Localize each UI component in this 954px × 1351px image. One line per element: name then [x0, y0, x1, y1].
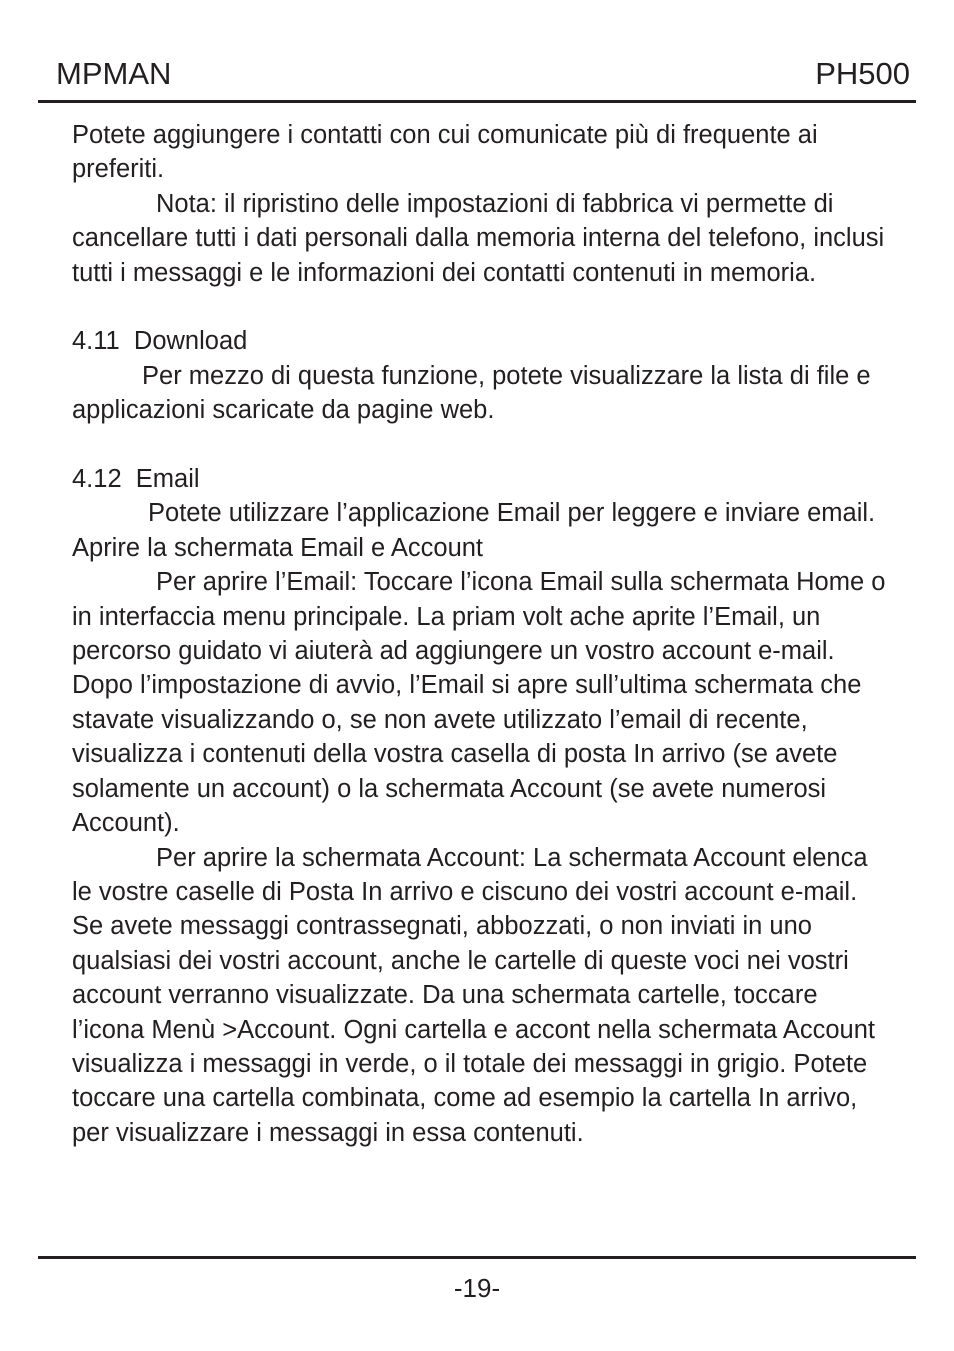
page-number: -19- [453, 1273, 501, 1303]
email-heading: 4.12 Email [72, 465, 200, 494]
email-subheading: Aprire la schermata Email e Account [72, 533, 484, 562]
spacer [72, 428, 892, 462]
brand-name: MPMAN [56, 56, 172, 91]
download-heading: 4.11 Download [72, 327, 248, 356]
footer-divider [38, 1256, 916, 1259]
note-paragraph: Nota: il ripristino delle impostazioni di fabbrica vi permette di cancellare tutti i dati personali dalla memoria interna del telefono, inclusi tutti i messaggi e le informazioni dei contatti contenuti in memoria. [72, 189, 885, 287]
model-name: PH500 [815, 56, 910, 91]
account-open-paragraph: Per aprire la schermata Account: La schermata Account elenca le vostre caselle di Posta In arrivo e ciscuno dei vostri account e-mail. Se avete messaggi contrassegnati, abbozzati, o non inviati in uno qualsiasi dei vostri account, anche le cartelle di queste voci nei vostri account verranno visualizzate. Da una schermata cartelle, toccare l’icona Menù >Account. Ogni cartella e accont nella schermata Account visualizza i messaggi in verde, o il totale dei messaggi in grigio. Potete toccare una cartella combinata, come ad esempio la cartella In arrivo, per visualizzare i messaggi in essa contenuti. [72, 843, 875, 1147]
email-open-paragraph: Per aprire l’Email: Toccare l’icona Email sulla schermata Home o in interfaccia menu principale. La priam volt ache aprite l’Email, un percorso guidato vi aiuterà ad aggiungere un vostro account e-mail. Dopo l’impostazione di avvio, l’Email si apre sull’ultima schermata che stavate visualizzando o, se non avete utilizzato l’email di recente, visualizza i contenuti della vostra casella di posta In arrivo (se avete solamente un account) o la schermata Account (se avete numerosi Account). [72, 568, 886, 838]
email-intro-paragraph: Potete utilizzare l’applicazione Email per leggere e inviare email. [148, 499, 876, 528]
page-header [38, 52, 916, 103]
download-paragraph: Per mezzo di questa funzione, potete visualizzare la lista di file e applicazioni scaricate da pagine web. [72, 361, 871, 425]
intro-paragraph: Potete aggiungere i contatti con cui comunicate più di frequente ai preferiti. [72, 121, 818, 184]
page-content [72, 118, 892, 1150]
spacer [72, 290, 892, 324]
